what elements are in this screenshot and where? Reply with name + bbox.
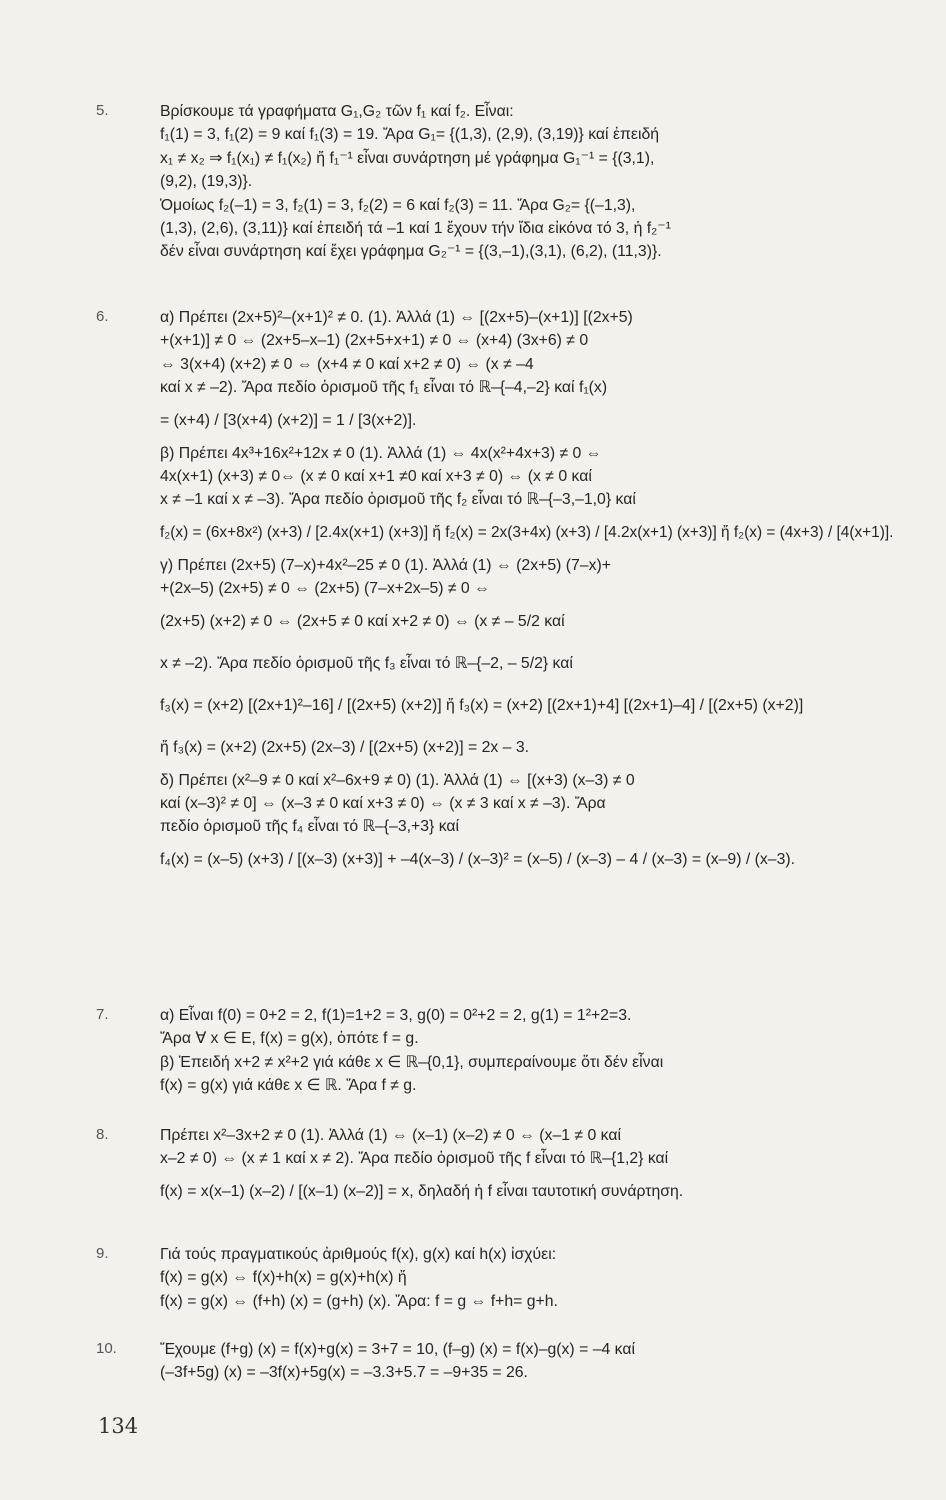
text-line: β) Πρέπει 4x³+16x²+12x ≠ 0 (1). Ἀλλά (1) ⇔ 4x(x²+4x+3) ≠ 0 ⇔ [160, 444, 602, 462]
text-line: Ἄρα ∀ x ∈ E, f(x) = g(x), ὁπότε f = g. [160, 1030, 419, 1048]
text-line: +(2x–5) (2x+5) ≠ 0 ⇔ (2x+5) (7–x+2x–5) ≠ 0 ⇔ [160, 580, 490, 598]
text-line: α) Πρέπει (2x+5)²–(x+1)² ≠ 0. (1). Ἀλλά (1) ⇔ [(2x+5)–(x+1)] [(2x+5) [160, 309, 633, 326]
text-line: Γιά τούς πραγματικούς ἀριθμούς f(x), g(x) καί h(x) ἰσχύει: [160, 1246, 557, 1263]
text-line: x₁ ≠ x₂ ⇒ f₁(x₁) ≠ f₁(x₂) ἤ f₁⁻¹ εἶναι συνάρτηση μέ γράφημα G₁⁻¹ = {(3,1), [160, 149, 655, 167]
problem-body [160, 306, 900, 881]
formula-line: = (x+4) / [3(x+4) (x+2)] = 1 / [3(x+2)]. [160, 411, 417, 429]
text-line: (1,3), (2,6), (3,11)} καί ἐπειδή τά –1 καί 1 ἔχουν τήν ἴδια εἰκόνα τό 3, ἡ f₂⁻¹ [160, 220, 671, 238]
formula-line: f₄(x) = (x–5) (x+3) / [(x–3) (x+3)] + –4(x–3) / (x–3)² = (x–5) / (x–3) – 4 / (x–3) = (x–9) / (x–3). [160, 850, 795, 868]
problem-number: 5. [96, 102, 109, 119]
text-line: δέν εἶναι συνάρτηση καί ἔχει γράφημα G₂⁻¹ = {(3,–1),(3,1), (6,2), (11,3)}. [160, 243, 662, 261]
problem-number: 7. [96, 1006, 109, 1023]
problem-body [160, 1124, 900, 1213]
text-line: α) Εἶναι f(0) = 0+2 = 2, f(1)=1+2 = 3, g(0) = 0²+2 = 2, g(1) = 1²+2=3. [160, 1007, 632, 1024]
text-line: x ≠ –1 καί x ≠ –3). Ἄρα πεδίο ὁρισμοῦ τῆς f₂ εἶναι τό ℝ–{–3,–1,0} καί [160, 491, 636, 509]
text-line: γ) Πρέπει (2x+5) (7–x)+4x²–25 ≠ 0 (1). Ἀλλά (1) ⇔ (2x+5) (7–x)+ [160, 556, 611, 574]
page-number: 134 [98, 1414, 139, 1438]
text-line: x–2 ≠ 0) ⇔ (x ≠ 1 καί x ≠ 2). Ἄρα πεδίο ὁρισμοῦ τῆς f εἶναι τό ℝ–{1,2} καί [160, 1150, 669, 1168]
text-line: (–3f+5g) (x) = –3f(x)+5g(x) = –3.3+5.7 = –9+35 = 26. [160, 1364, 528, 1382]
text-line: καί x ≠ –2). Ἄρα πεδίο ὁρισμοῦ τῆς f₁ εἶναι τό ℝ–{–4,–2} καί f₁(x) [160, 379, 608, 397]
problem-body [160, 1243, 900, 1313]
text-line: f₁(1) = 3, f₁(2) = 9 καί f₁(3) = 19. Ἄρα G₁= {(1,3), (2,9), (3,19)} καί ἐπειδή [160, 126, 660, 144]
text-line: δ) Πρέπει (x²–9 ≠ 0 καί x²–6x+9 ≠ 0) (1). Ἀλλά (1) ⇔ [(x+3) (x–3) ≠ 0 [160, 771, 635, 789]
text-line: πεδίο ὁρισμοῦ τῆς f₄ εἶναι τό ℝ–{–3,+3} καί [160, 818, 460, 836]
problem-body [160, 100, 900, 264]
text-line: Πρέπει x²–3x+2 ≠ 0 (1). Ἀλλά (1) ⇔ (x–1) (x–2) ≠ 0 ⇔ (x–1 ≠ 0 καί [160, 1127, 621, 1144]
text-line: β) Ἐπειδή x+2 ≠ x²+2 γιά κάθε x ∈ ℝ–{0,1}, συμπεραίνουμε ὅτι δέν εἶναι [160, 1053, 664, 1071]
text-line: f(x) = g(x) ⇔ f(x)+h(x) = g(x)+h(x) ἤ [160, 1269, 407, 1287]
problem-body [160, 1338, 900, 1385]
text-line: f(x) = g(x) γιά κάθε x ∈ ℝ. Ἄρα f ≠ g. [160, 1077, 417, 1095]
text-line: Βρίσκουμε τά γραφήματα G₁,G₂ τῶν f₁ καί f₂. Εἶναι: [160, 103, 514, 120]
formula-line: f(x) = x(x–1) (x–2) / [(x–1) (x–2)] = x, δηλαδή ἡ f εἶναι ταυτοτική συνάρτηση. [160, 1182, 684, 1200]
problem-body [160, 1004, 900, 1098]
text-line: (9,2), (19,3)}. [160, 173, 253, 191]
text-line: ⇔ 3(x+4) (x+2) ≠ 0 ⇔ (x+4 ≠ 0 καί x+2 ≠ 0) ⇔ (x ≠ –4 [160, 355, 534, 373]
formula-line: (2x+5) (x+2) ≠ 0 ⇔ (2x+5 ≠ 0 καί x+2 ≠ 0) ⇔ (x ≠ – 5/2 καί [160, 612, 565, 630]
formula-line: f₃(x) = (x+2) [(2x+1)²–16] / [(2x+5) (x+2)] ἤ f₃(x) = (x+2) [(2x+1)+4] [(2x+1)–4] / [(2x+5) (x+2)] [160, 696, 804, 714]
formula-line: ἤ f₃(x) = (x+2) (2x+5) (2x–3) / [(2x+5) (x+2)] = 2x – 3. [160, 738, 530, 756]
text-line: 4x(x+1) (x+3) ≠ 0⇔ (x ≠ 0 καί x+1 ≠0 καί x+3 ≠ 0) ⇔ (x ≠ 0 καί [160, 468, 592, 486]
problem-number: 10. [96, 1340, 117, 1357]
formula-line: x ≠ –2). Ἄρα πεδίο ὁρισμοῦ τῆς f₃ εἶναι τό ℝ–{–2, – 5/2} καί [160, 654, 573, 672]
problem-number: 6. [96, 308, 109, 325]
text-line: +(x+1)] ≠ 0 ⇔ (2x+5–x–1) (2x+5+x+1) ≠ 0 ⇔ (x+4) (3x+6) ≠ 0 [160, 332, 589, 350]
text-line: f(x) = g(x) ⇔ (f+h) (x) = (g+h) (x). Ἄρα: f = g ⇔ f+h= g+h. [160, 1292, 558, 1310]
formula-line: f₂(x) = (6x+8x²) (x+3) / [2.4x(x+1) (x+3)] ἤ f₂(x) = 2x(3+4x) (x+3) / [4.2x(x+1) (x+3)] ἤ f₂(x) = (4x+3) / [4(x+1)]. [160, 523, 894, 541]
problem-number: 8. [96, 1126, 109, 1143]
problem-number: 9. [96, 1245, 109, 1262]
text-line: Ἔχουμε (f+g) (x) = f(x)+g(x) = 3+7 = 10, (f–g) (x) = f(x)–g(x) = –4 καί [160, 1341, 636, 1358]
text-line: καί (x–3)² ≠ 0] ⇔ (x–3 ≠ 0 καί x+3 ≠ 0) ⇔ (x ≠ 3 καί x ≠ –3). Ἄρα [160, 795, 606, 813]
text-line: Ὁμοίως f₂(–1) = 3, f₂(1) = 3, f₂(2) = 6 καί f₂(3) = 11. Ἄρα G₂= {(–1,3), [160, 196, 636, 214]
